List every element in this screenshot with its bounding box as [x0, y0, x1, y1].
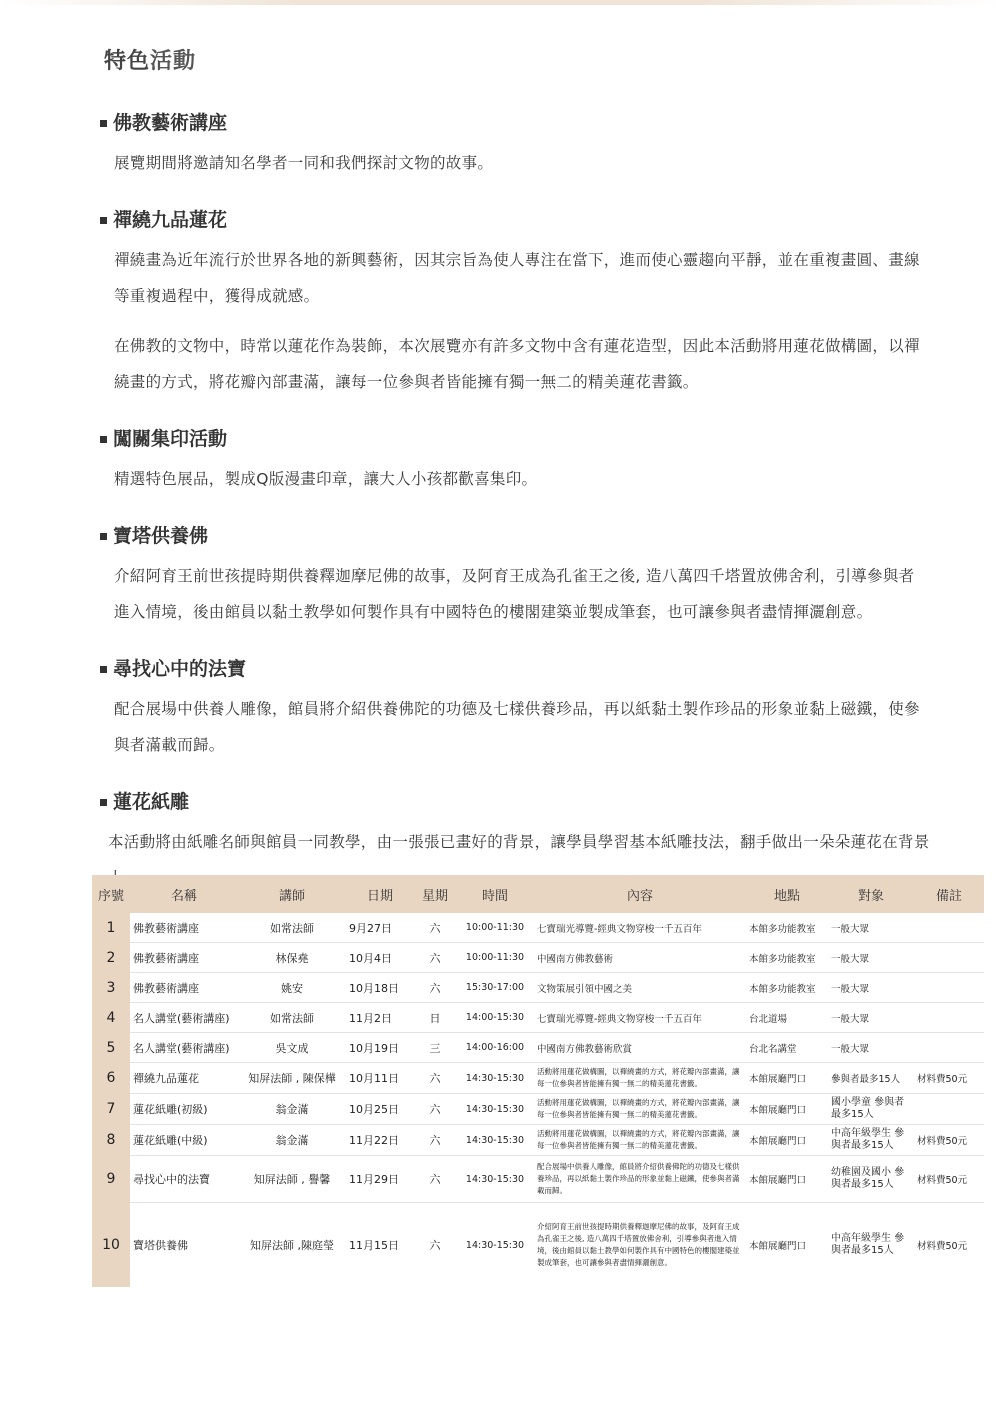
cell-teacher: 如常法師 — [238, 1003, 346, 1033]
cell-audience: 參與者最多15人 — [828, 1063, 914, 1094]
header-content: 內容 — [534, 875, 746, 913]
cell-time: 14:00-16:00 — [456, 1033, 534, 1063]
section-paragraph: 配合展場中供養人雕像，館員將介紹供養佛陀的功德及七樣供養珍品，再以紙黏土製作珍品的形象並黏上磁鐵，使參與者滿載而歸。 — [114, 700, 920, 754]
cell-time: 10:00-11:30 — [456, 913, 534, 943]
cell-name: 名人講堂(藝術講座) — [130, 1003, 238, 1033]
section-paragraph: 在佛教的文物中，時常以蓮花作為裝飾，本次展覽亦有許多文物中含有蓮花造型，因此本活動將用蓮花做構圖，以禪繞畫的方式，將花瓣內部畫滿，讓每一位參與者皆能擁有獨一無二的精美蓮花書籤。 — [114, 337, 920, 391]
cell-place: 台北道場 — [746, 1003, 828, 1033]
cell-audience: 幼稚園及國小 參與者最多15人 — [828, 1156, 914, 1203]
square-bullet-icon — [100, 217, 107, 224]
section-treasure — [100, 654, 930, 763]
cell-content: 七寶瑞光導覽-經典文物穿梭一千五百年 — [534, 1003, 746, 1033]
cell-date: 10月4日 — [346, 943, 414, 973]
cell-name: 佛教藝術講座 — [130, 913, 238, 943]
square-bullet-icon — [100, 120, 107, 127]
cell-note: 材料費50元 — [914, 1203, 984, 1288]
table-row — [92, 1003, 984, 1033]
cell-audience: 一般大眾 — [828, 973, 914, 1003]
schedule-table — [92, 875, 984, 1287]
cell-name: 名人講堂(藝術講座) — [130, 1033, 238, 1063]
table-row — [92, 913, 984, 943]
square-bullet-icon — [100, 799, 107, 806]
cell-place: 本館展廳門口 — [746, 1156, 828, 1203]
cell-weekday: 六 — [414, 1094, 456, 1125]
square-bullet-icon — [100, 533, 107, 540]
cell-audience: 一般大眾 — [828, 1003, 914, 1033]
cell-no: 10 — [92, 1203, 130, 1288]
cell-weekday: 六 — [414, 943, 456, 973]
cell-audience: 國小學童 參與者最多15人 — [828, 1094, 914, 1125]
section-zentangle — [100, 205, 930, 400]
cell-note — [914, 943, 984, 973]
page-title-part1: 特色 — [104, 49, 151, 74]
section-paragraph: 本活動將由紙雕名師與館員一同教學，由一張張已畫好的背景，讓學員學習基本紙雕技法，翻手做出一朵朵蓮花在背景 — [108, 833, 930, 851]
section-paragraph: 介紹阿育王前世孩提時期供養釋迦摩尼佛的故事，及阿育王成為孔雀王之後, 造八萬四千塔置放佛舍利，引導參與者進入情境，後由館員以黏土教學如何製作具有中國特色的樓閣建築並製成筆套，也可讓參與者盡情揮灑創意。 — [114, 567, 915, 621]
cell-teacher: 知屏法師 , 陳保樺 — [238, 1063, 346, 1094]
cell-content: 七寶瑞光導覽-經典文物穿梭一千五百年 — [534, 913, 746, 943]
page-title — [104, 44, 196, 75]
section-heading — [100, 521, 930, 548]
cell-no: 6 — [92, 1063, 130, 1094]
cell-no: 7 — [92, 1094, 130, 1125]
cell-name: 尋找心中的法寶 — [130, 1156, 238, 1203]
table-row — [92, 973, 984, 1003]
section-heading — [100, 424, 930, 451]
cell-teacher: 翁金滿 — [238, 1125, 346, 1156]
cell-weekday: 六 — [414, 1063, 456, 1094]
cell-time: 15:30-17:00 — [456, 973, 534, 1003]
header-name: 名稱 — [130, 875, 238, 913]
cell-date: 11月15日 — [346, 1203, 414, 1288]
cell-place: 本館展廳門口 — [746, 1203, 828, 1288]
cell-no: 5 — [92, 1033, 130, 1063]
cell-time: 14:30-15:30 — [456, 1125, 534, 1156]
cell-name: 蓮花紙雕(初級) — [130, 1094, 238, 1125]
cell-time: 14:00-15:30 — [456, 1003, 534, 1033]
cell-date: 11月2日 — [346, 1003, 414, 1033]
cell-content: 配合展場中供養人雕像，館員將介紹供養佛陀的功德及七樣供養珍品，再以紙黏土製作珍品的形象並黏上磁鐵，使參與者滿載而歸。 — [534, 1156, 746, 1203]
header-date: 日期 — [346, 875, 414, 913]
cell-teacher: 林保堯 — [238, 943, 346, 973]
section-paragraph: 精選特色展品，製成Q版漫畫印章，讓大人小孩都歡喜集印。 — [114, 470, 538, 488]
activity-list — [100, 108, 930, 920]
cell-audience: 中高年級學生 參與者最多15人 — [828, 1203, 914, 1288]
cell-time: 10:00-11:30 — [456, 943, 534, 973]
cell-content: 活動將用蓮花做構圖，以禪繞畫的方式，將花瓣內部畫滿，讓每一位參與者皆能擁有獨一無二的精美蓮花書籤。 — [534, 1063, 746, 1094]
cell-audience: 中高年級學生 參與者最多15人 — [828, 1125, 914, 1156]
cell-date: 10月18日 — [346, 973, 414, 1003]
cell-audience: 一般大眾 — [828, 913, 914, 943]
cell-content: 文物策展引領中國之美 — [534, 973, 746, 1003]
cell-place: 本館多功能教室 — [746, 973, 828, 1003]
section-heading — [100, 654, 930, 681]
cell-time: 14:30-15:30 — [456, 1063, 534, 1094]
cell-weekday: 六 — [414, 1156, 456, 1203]
header-weekday: 星期 — [414, 875, 456, 913]
cell-note — [914, 1033, 984, 1063]
section-heading-text: 尋找心中的法寶 — [113, 658, 247, 680]
cell-note — [914, 913, 984, 943]
table-row — [92, 943, 984, 973]
section-heading-text: 寶塔供養佛 — [113, 525, 209, 547]
cell-content: 活動將用蓮花做構圖，以禪繞畫的方式，將花瓣內部畫滿，讓每一位參與者皆能擁有獨一無二的精美蓮花書籤。 — [534, 1125, 746, 1156]
cell-teacher: 知屏法師 ,陳庭瑩 — [238, 1203, 346, 1288]
cell-teacher: 吳文成 — [238, 1033, 346, 1063]
cell-content: 介紹阿育王前世孩提時期供養釋迦摩尼佛的故事，及阿育王成為孔雀王之後, 造八萬四千塔置放佛舍利，引導參與者進入情境，後由館員以黏土教學如何製作具有中國特色的樓閣建築並製成筆套，也可讓參與者盡情揮灑創意。 — [534, 1203, 746, 1288]
header-audience: 對象 — [828, 875, 914, 913]
cell-place: 本館展廳門口 — [746, 1094, 828, 1125]
section-paragraph: 禪繞畫為近年流行於世界各地的新興藝術，因其宗旨為使人專注在當下，進而使心靈趨向平靜，並在重複畫圓、畫線等重複過程中，獲得成就感。 — [114, 251, 920, 305]
cell-no: 4 — [92, 1003, 130, 1033]
section-pagoda — [100, 521, 930, 630]
table-row — [92, 1156, 984, 1203]
section-stamp — [100, 424, 930, 497]
section-heading-text: 蓮花紙雕 — [113, 791, 190, 813]
cell-content: 中國南方佛教藝術 — [534, 943, 746, 973]
table-row — [92, 1063, 984, 1094]
cell-weekday: 三 — [414, 1033, 456, 1063]
header-teacher: 講師 — [238, 875, 346, 913]
schedule-header-row — [92, 875, 984, 913]
cell-audience: 一般大眾 — [828, 1033, 914, 1063]
cell-place: 本館多功能教室 — [746, 913, 828, 943]
table-row — [92, 1125, 984, 1156]
cell-date: 11月22日 — [346, 1125, 414, 1156]
cell-teacher: 翁金滿 — [238, 1094, 346, 1125]
cell-weekday: 六 — [414, 1125, 456, 1156]
cell-note — [914, 1003, 984, 1033]
cell-time: 14:30-15:30 — [456, 1094, 534, 1125]
header-time: 時間 — [456, 875, 534, 913]
cell-time: 14:30-15:30 — [456, 1203, 534, 1288]
cell-no: 9 — [92, 1156, 130, 1203]
cell-audience: 一般大眾 — [828, 943, 914, 973]
cell-no: 8 — [92, 1125, 130, 1156]
cell-name: 寶塔供養佛 — [130, 1203, 238, 1288]
cell-teacher: 知屏法師 , 譽馨 — [238, 1156, 346, 1203]
cell-note — [914, 1094, 984, 1125]
table-row — [92, 1203, 984, 1288]
cell-date: 10月25日 — [346, 1094, 414, 1125]
cell-no: 1 — [92, 913, 130, 943]
cell-place: 本館展廳門口 — [746, 1125, 828, 1156]
cell-content: 中國南方佛教藝術欣賞 — [534, 1033, 746, 1063]
section-heading-text: 闖關集印活動 — [113, 428, 228, 450]
cell-place: 本館展廳門口 — [746, 1063, 828, 1094]
cell-date: 10月11日 — [346, 1063, 414, 1094]
square-bullet-icon — [100, 436, 107, 443]
cell-note: 材料費50元 — [914, 1125, 984, 1156]
cell-note: 材料費50元 — [914, 1063, 984, 1094]
cell-name: 蓮花紙雕(中級) — [130, 1125, 238, 1156]
section-heading — [100, 108, 930, 135]
cell-weekday: 日 — [414, 1003, 456, 1033]
cell-time: 14:30-15:30 — [456, 1156, 534, 1203]
section-heading-text: 禪繞九品蓮花 — [113, 209, 228, 231]
section-heading-text: 佛教藝術講座 — [113, 112, 228, 134]
cell-date: 10月19日 — [346, 1033, 414, 1063]
header-no: 序號 — [92, 875, 130, 913]
table-row — [92, 1094, 984, 1125]
top-decorative-bar — [0, 0, 1000, 5]
cell-teacher: 姚安 — [238, 973, 346, 1003]
section-lecture — [100, 108, 930, 181]
header-place: 地點 — [746, 875, 828, 913]
section-heading — [100, 205, 930, 232]
cell-no: 3 — [92, 973, 130, 1003]
cell-weekday: 六 — [414, 1203, 456, 1288]
cell-content: 活動將用蓮花做構圖，以禪繞畫的方式，將花瓣內部畫滿，讓每一位參與者皆能擁有獨一無二的精美蓮花書籤。 — [534, 1094, 746, 1125]
cell-date: 9月27日 — [346, 913, 414, 943]
cell-name: 禪繞九品蓮花 — [130, 1063, 238, 1094]
section-heading — [100, 787, 930, 814]
cell-weekday: 六 — [414, 913, 456, 943]
page-title-part2: 活動 — [150, 49, 197, 74]
table-row — [92, 1033, 984, 1063]
header-note: 備註 — [914, 875, 984, 913]
cell-weekday: 六 — [414, 973, 456, 1003]
cell-no: 2 — [92, 943, 130, 973]
cell-note: 材料費50元 — [914, 1156, 984, 1203]
square-bullet-icon — [100, 666, 107, 673]
cell-place: 台北名講堂 — [746, 1033, 828, 1063]
cell-note — [914, 973, 984, 1003]
cell-name: 佛教藝術講座 — [130, 943, 238, 973]
cell-place: 本館多功能教室 — [746, 943, 828, 973]
cell-date: 11月29日 — [346, 1156, 414, 1203]
cell-name: 佛教藝術講座 — [130, 973, 238, 1003]
cell-teacher: 如常法師 — [238, 913, 346, 943]
section-paragraph: 展覽期間將邀請知名學者一同和我們探討文物的故事。 — [114, 154, 494, 172]
